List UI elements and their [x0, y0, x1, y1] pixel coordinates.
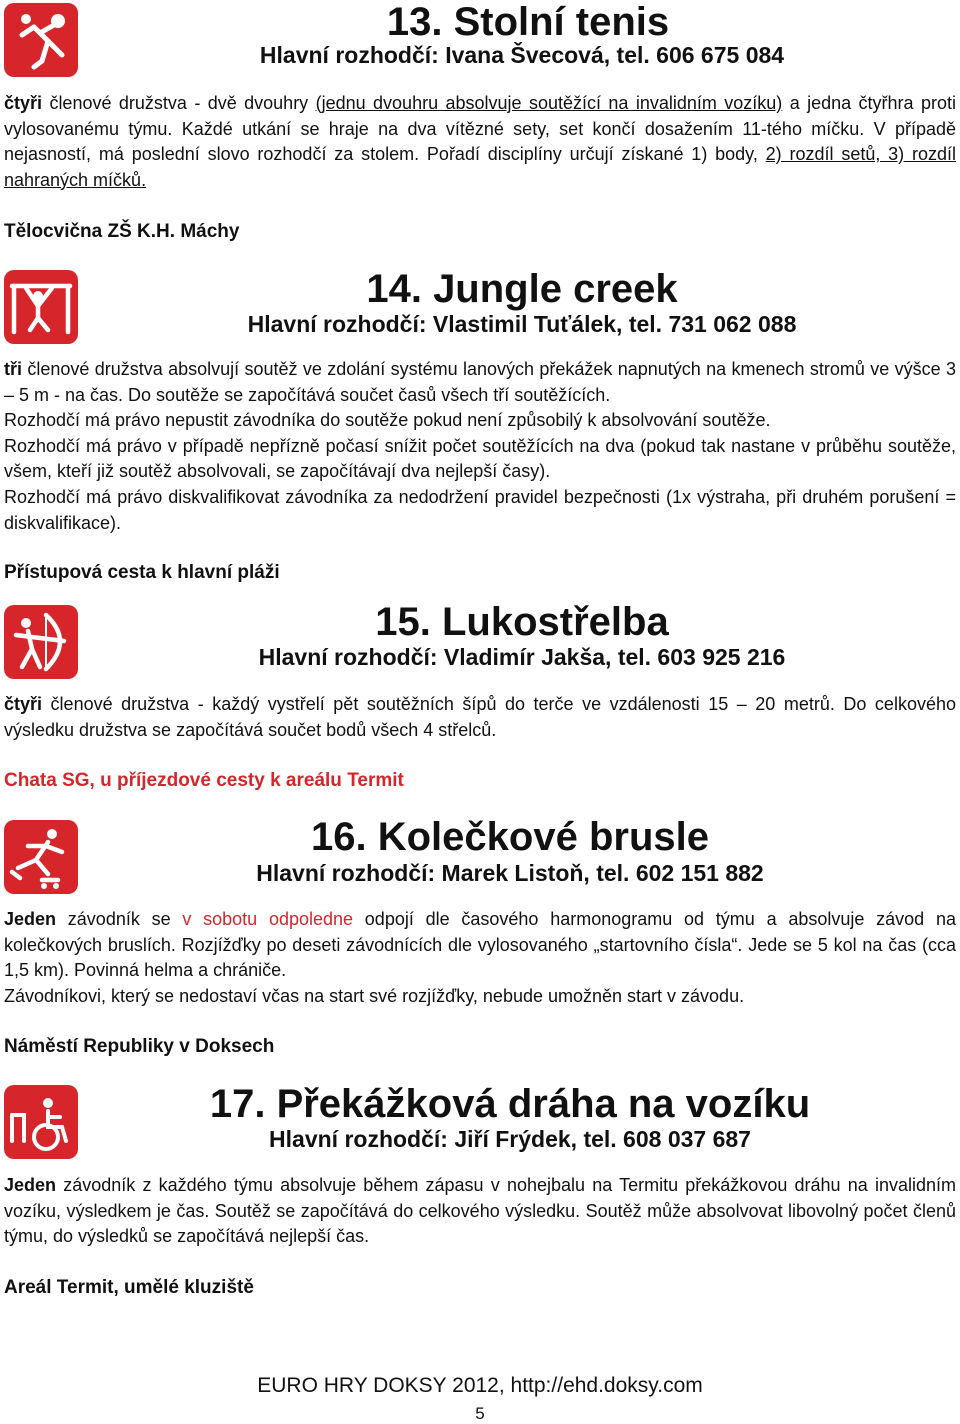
description-text: členové družstva absolvují soutěž ve zdolání systému lanových překážek napnutých na kmenech stromů ve výšce 3 – 5 m - na čas. Do soutěže se započítává součet časů všech tří soutěžících.	[4, 359, 956, 405]
venue-label: Náměstí Republiky v Doksech	[4, 1036, 275, 1057]
underlined-note: (jednu dvouhru absolvuje soutěžící na invalidním vozíku)	[315, 93, 783, 113]
referee-line: Hlavní rozhodčí: Vlastimil Tuťálek, tel. 731 062 088	[247, 311, 797, 337]
referee-line: Hlavní rozhodčí: Ivana Švecová, tel. 606 675 084	[259, 42, 785, 68]
referee-line: Hlavní rozhodčí: Marek Listoň, tel. 602 151 882	[256, 860, 764, 886]
description-text: závodník se	[56, 909, 183, 929]
referee-line: Hlavní rozhodčí: Jiří Frýdek, tel. 608 037 687	[269, 1126, 751, 1152]
description-text: členové družstva - každý vystřelí pět soutěžních šípů do terče ve vzdálenosti 15 – 20 metrů. Do celkového výsledku družstva se započítává součet bodů všech 4 střelců.	[4, 694, 956, 740]
referee-line: Hlavní rozhodčí: Vladimír Jakša, tel. 603 925 216	[258, 644, 786, 670]
section-description	[4, 692, 956, 743]
section-description	[4, 91, 956, 193]
count-emphasis: Jeden	[4, 1175, 57, 1195]
venue-label: Chata SG, u příjezdové cesty k areálu Termit	[4, 770, 404, 791]
description-text: odpojí dle časového harmonogramu od týmu a absolvuje závod na kolečkových bruslích. Rozjížďky po deseti závodnících dle vylosovaného „startovního čísla“. Jede se 5 kol na čas (cca 1,5 km). Povinná helma a chrániče.	[4, 909, 956, 981]
count-emphasis: Jeden	[4, 909, 57, 929]
page-footer: EURO HRY DOKSY 2012, http://ehd.doksy.com	[257, 1374, 703, 1397]
page-number: 5	[475, 1404, 485, 1423]
highlighted-time: v sobotu odpoledne	[182, 909, 354, 929]
description-text: členové družstva - dvě dvouhry	[42, 93, 316, 113]
count-emphasis: čtyři	[4, 694, 43, 714]
rule-paragraph: Rozhodčí má právo nepustit závodníka do soutěže pokud není způsobilý k absolvování soutěže.	[4, 410, 771, 431]
venue-label: Tělocvična ZŠ K.H. Máchy	[4, 221, 240, 242]
underlined-note: 2) rozdíl setů, 3) rozdíl nahraných míčků.	[4, 144, 956, 190]
section-title: 13. Stolní tenis	[386, 0, 670, 44]
rule-paragraph: Rozhodčí má právo v případě nepřízně počasí snížit počet soutěžících na dva (pokud tak nastane v průběhu soutěže, všem, kteří již soutěž absolvovali, se započítávají dva nejlepší časy).	[4, 435, 956, 482]
section-description	[4, 907, 956, 1009]
section-description	[4, 357, 956, 536]
description-text: závodník z každého týmu absolvuje během zápasu v nohejbalu na Termitu překážkovou dráhu na invalidním vozíku, výsledkem je čas. Soutěž se započítává do celkového výsledku. Soutěž může absolvovat libovolný počet členů týmu, do výsledků se započítává nejlepší čas.	[4, 1175, 956, 1247]
description-text: a jedna čtyřhra proti vylosovanému týmu. Každé utkání se hraje na dva vítězné sety, set končí dosažením 11-tého míčku. V případě nejasností, má poslední slovo rozhodčí za stolem. Pořadí disciplíny určují získané 1) body,	[4, 93, 956, 165]
count-emphasis: tři	[4, 359, 22, 379]
section-title: 17. Překážková dráha na vozíku	[209, 1082, 811, 1126]
section-title: 15. Lukostřelba	[375, 600, 669, 644]
section-description	[4, 1173, 956, 1250]
rule-paragraph: Rozhodčí má právo diskvalifikovat závodníka za nedodržení pravidel bezpečnosti (1x výstraha, při druhém porušení = diskvalifikace).	[4, 486, 956, 533]
section-table-tennis	[0, 0, 960, 250]
section-title: 16. Kolečkové brusle	[311, 815, 709, 859]
venue-label: Přístupová cesta k hlavní pláži	[4, 562, 280, 583]
rule-paragraph: Závodníkovi, který se nedostaví včas na start své rozjížďky, nebude umožněn start v závodu.	[4, 985, 745, 1006]
section-title: 14. Jungle creek	[366, 267, 678, 311]
count-emphasis: čtyři	[4, 93, 43, 113]
venue-label: Areál Termit, umělé kluziště	[4, 1277, 254, 1298]
